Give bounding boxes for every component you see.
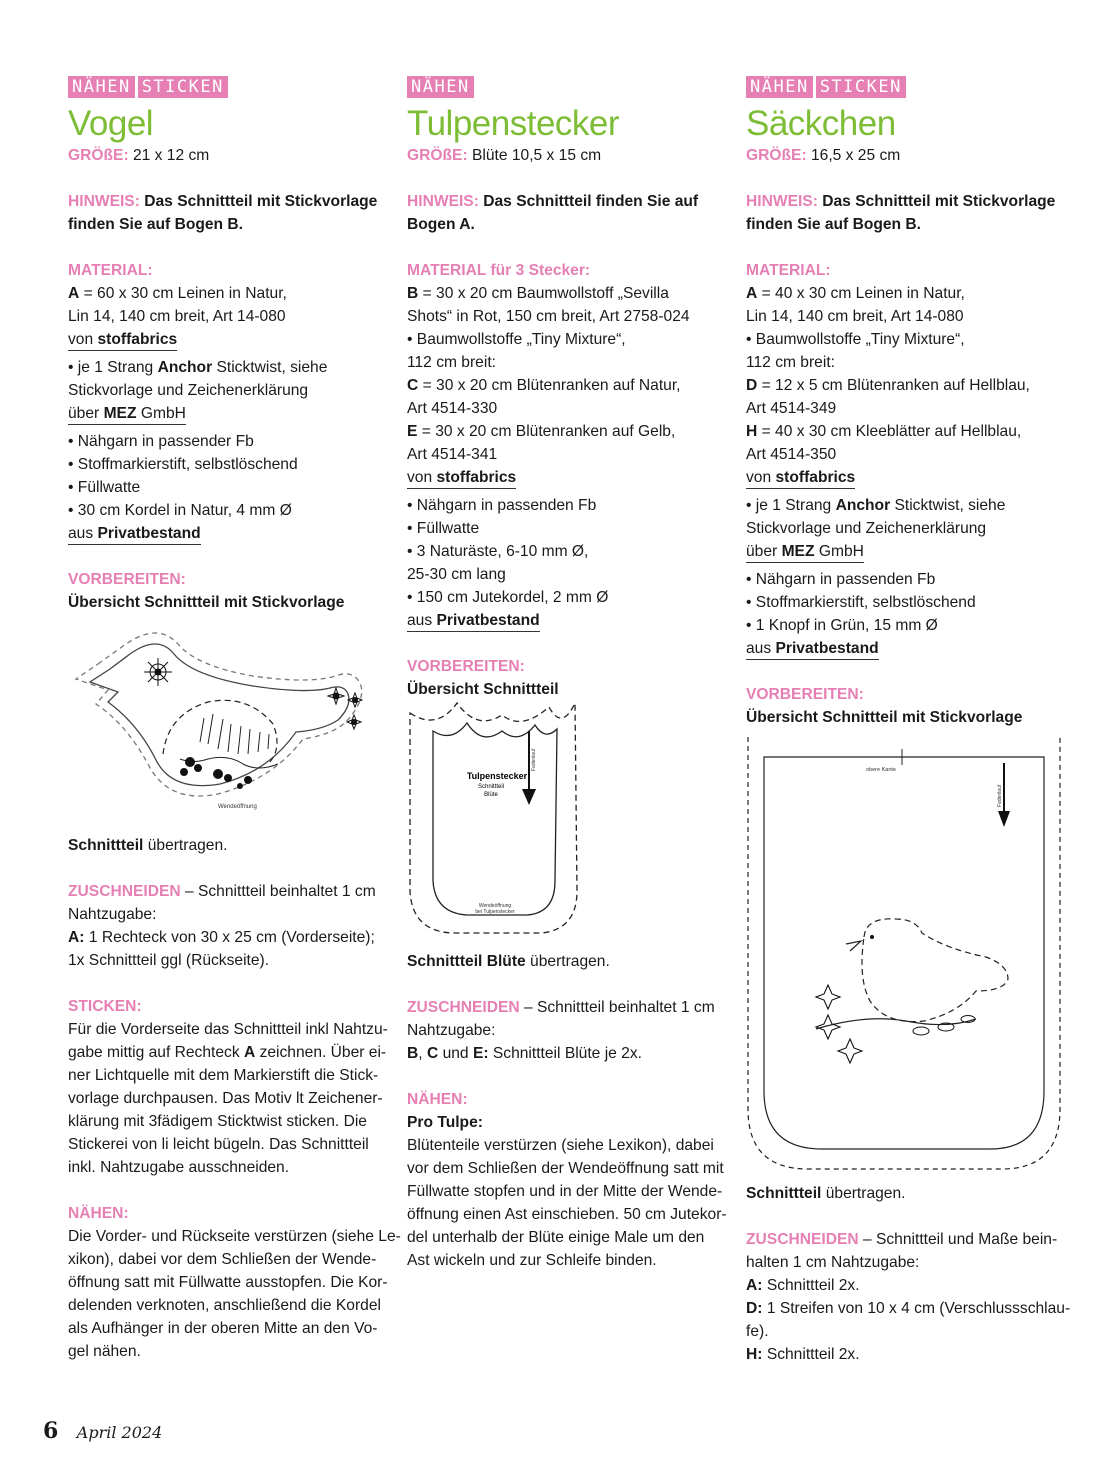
material-item: • Baumwollstoffe „Tiny Mixture“, bbox=[746, 331, 965, 348]
cut-heading-line: ZUSCHNEIDEN – Schnittteil beinhaltet 1 cm bbox=[68, 883, 376, 900]
stick-text: Für die Vorderseite das Schnittteil inkl Nahtzu- bbox=[68, 1021, 388, 1038]
bird-embroidery-motif bbox=[816, 919, 1008, 1029]
flower-icon bbox=[213, 769, 232, 782]
page-number: 6 bbox=[43, 1418, 59, 1444]
tag-sticken: STICKEN bbox=[138, 76, 228, 98]
size-line: GRÖßE: 16,5 x 25 cm bbox=[746, 147, 901, 164]
figure-subtitle: Blüte bbox=[484, 792, 498, 798]
prep-heading: VORBEREITEN: bbox=[746, 686, 864, 703]
source-stoffabrics: von stoffabrics bbox=[746, 467, 855, 489]
material-item: • Nähgarn in passender Fb bbox=[68, 433, 254, 450]
material-item: Lin 14, 140 cm breit, Art 14-080 bbox=[68, 308, 286, 325]
cut-text: Nahtzugabe: bbox=[68, 906, 157, 923]
grain-label: Fadenlauf bbox=[531, 748, 537, 771]
embroidery-motif bbox=[180, 714, 278, 768]
material-item: Art 4514-330 bbox=[407, 400, 498, 417]
stick-text: ner Lichtquelle mit dem Markierstift die Stick- bbox=[68, 1067, 379, 1084]
project-title: Säckchen bbox=[746, 104, 896, 143]
hint-line-2: finden Sie auf Bogen B. bbox=[68, 216, 244, 233]
project-title: Vogel bbox=[68, 104, 154, 143]
material-item: Lin 14, 140 cm breit, Art 14-080 bbox=[746, 308, 964, 325]
figure-title: Tulpenstecker bbox=[466, 771, 528, 781]
cut-text: fe). bbox=[746, 1323, 769, 1340]
material-item: • Füllwatte bbox=[407, 520, 480, 537]
flower-icon bbox=[816, 1015, 840, 1039]
sew-text: delenden verknoten, anschließend die Kordel bbox=[68, 1297, 381, 1314]
sew-heading: NÄHEN: bbox=[407, 1091, 468, 1108]
cut-text: 1x Schnittteil ggl (Rückseite). bbox=[68, 952, 270, 969]
material-item: • Baumwollstoffe „Tiny Mixture“, bbox=[407, 331, 626, 348]
material-item: Stickvorlage und Zeichenerklärung bbox=[68, 382, 309, 399]
column-tulpenstecker bbox=[407, 76, 727, 1272]
leaf-icon bbox=[913, 1016, 975, 1036]
sew-text: als Aufhänger in der oberen Mitte an den Vo- bbox=[68, 1320, 378, 1337]
prep-text: Übersicht Schnittteil bbox=[407, 681, 559, 698]
material-item: • je 1 Strang Anchor Sticktwist, siehe bbox=[746, 497, 1006, 514]
material-item: • 3 Naturäste, 6-10 mm Ø, bbox=[407, 543, 589, 560]
column-saeckchen bbox=[746, 76, 1071, 1366]
cut-heading-line: ZUSCHNEIDEN – Schnittteil beinhaltet 1 cm bbox=[407, 999, 715, 1016]
material-item: D = 12 x 5 cm Blütenranken auf Hellblau, bbox=[746, 377, 1030, 394]
cut-text: Nahtzugabe: bbox=[407, 1022, 496, 1039]
flower-icon bbox=[838, 1039, 862, 1063]
source-privatbestand: aus Privatbestand bbox=[746, 638, 879, 660]
source-privatbestand: aus Privatbestand bbox=[407, 610, 540, 632]
source-privatbestand: aus Privatbestand bbox=[68, 523, 201, 545]
source-mez: über MEZ GmbH bbox=[746, 541, 864, 563]
hint-line: HINWEIS: Das Schnittteil finden Sie auf bbox=[407, 193, 699, 210]
material-item: H = 40 x 30 cm Kleeblätter auf Hellblau, bbox=[746, 423, 1022, 440]
material-item: • 1 Knopf in Grün, 15 mm Ø bbox=[746, 617, 938, 634]
sew-subheading: Pro Tulpe: bbox=[407, 1114, 483, 1131]
figure-subtitle: Schnittteil bbox=[477, 784, 505, 790]
tag-naehen: NÄHEN bbox=[407, 76, 474, 98]
size-line: GRÖßE: Blüte 10,5 x 15 cm bbox=[407, 147, 602, 164]
sew-text: Ast wickeln und zur Schleife binden. bbox=[407, 1252, 657, 1269]
transfer-instruction: Schnittteil übertragen. bbox=[746, 1185, 906, 1202]
transfer-instruction: Schnittteil Blüte übertragen. bbox=[407, 953, 610, 970]
hint-line: HINWEIS: Das Schnittteil mit Stickvorlage bbox=[68, 193, 378, 210]
sew-text: gel nähen. bbox=[68, 1343, 141, 1360]
flower-icon bbox=[347, 715, 361, 729]
flower-icon bbox=[328, 688, 344, 704]
material-item: Art 4514-341 bbox=[407, 446, 498, 463]
figure-label: Wendeöffnung bbox=[218, 804, 257, 810]
material-item: • Füllwatte bbox=[68, 479, 141, 496]
tag-naehen: NÄHEN bbox=[746, 76, 813, 98]
material-heading: MATERIAL: bbox=[68, 262, 153, 279]
material-item: • 150 cm Jutekordel, 2 mm Ø bbox=[407, 589, 609, 606]
issue-date: April 2024 bbox=[76, 1423, 163, 1442]
grain-label: Fadenlauf bbox=[997, 784, 1003, 807]
flower-icon bbox=[144, 658, 172, 686]
material-item: B = 30 x 20 cm Baumwollstoff „Sevilla bbox=[407, 285, 669, 302]
material-item: Art 4514-350 bbox=[746, 446, 837, 463]
prep-heading: VORBEREITEN: bbox=[68, 571, 186, 588]
sew-text: xikon), dabei vor dem Schließen der Wende- bbox=[68, 1251, 377, 1268]
source-mez: über MEZ GmbH bbox=[68, 403, 186, 425]
opening-label: bei Tulpenstecker bbox=[475, 909, 515, 915]
material-item: • je 1 Strang Anchor Sticktwist, siehe bbox=[68, 359, 328, 376]
material-heading: MATERIAL für 3 Stecker: bbox=[407, 262, 591, 279]
material-item: E = 30 x 20 cm Blütenranken auf Gelb, bbox=[407, 423, 676, 440]
cut-text: B, C und E: Schnittteil Blüte je 2x. bbox=[407, 1045, 642, 1062]
prep-text: Übersicht Schnittteil mit Stickvorlage bbox=[746, 709, 1023, 726]
sew-text: Füllwatte stopfen und in der Mitte der Wende- bbox=[407, 1183, 723, 1200]
sew-text: Die Vorder- und Rückseite verstürzen (siehe Le- bbox=[68, 1228, 401, 1245]
top-edge-label: obere Kante bbox=[866, 767, 896, 773]
sew-text: del unterhalb der Blüte einige Male um den bbox=[407, 1229, 705, 1246]
page-footer bbox=[43, 1418, 162, 1444]
material-item: • Stoffmarkierstift, selbstlöschend bbox=[746, 594, 976, 611]
hint-line-2: finden Sie auf Bogen B. bbox=[746, 216, 922, 233]
flower-icon bbox=[348, 693, 362, 707]
source-stoffabrics: von stoffabrics bbox=[407, 467, 516, 489]
stick-text: inkl. Nahtzugabe ausschneiden. bbox=[68, 1159, 290, 1176]
hint-line: HINWEIS: Das Schnittteil mit Stickvorlage bbox=[746, 193, 1056, 210]
bag-pattern-figure bbox=[746, 729, 1064, 1174]
material-item: A = 60 x 30 cm Leinen in Natur, bbox=[68, 285, 287, 302]
cut-text: A: Schnittteil 2x. bbox=[746, 1277, 860, 1294]
project-title: Tulpenstecker bbox=[407, 104, 620, 143]
tulip-pattern-figure bbox=[407, 701, 587, 936]
flower-icon bbox=[816, 985, 840, 1009]
sew-text: vor dem Schließen der Wendeöffnung satt mit bbox=[407, 1160, 724, 1177]
material-item: 112 cm breit: bbox=[407, 354, 496, 371]
sew-text: Blütenteile verstürzen (siehe Lexikon), dabei bbox=[407, 1137, 714, 1154]
stick-heading: STICKEN: bbox=[68, 998, 142, 1015]
tag-naehen: NÄHEN bbox=[68, 76, 135, 98]
source-stoffabrics: von stoffabrics bbox=[68, 329, 177, 351]
cut-text: H: Schnittteil 2x. bbox=[746, 1346, 860, 1363]
hint-line-2: Bogen A. bbox=[407, 216, 475, 233]
cut-text: D: 1 Streifen von 10 x 4 cm (Verschlussschlau- bbox=[746, 1300, 1071, 1317]
stick-text: klärung mit 3fädigem Sticktwist sticken. Die bbox=[68, 1113, 367, 1130]
stick-text: gabe mittig auf Rechteck A zeichnen. Über ei- bbox=[68, 1044, 387, 1061]
size-line: GRÖßE: 21 x 12 cm bbox=[68, 147, 210, 164]
cut-text: A: 1 Rechteck von 30 x 25 cm (Vorderseite); bbox=[68, 929, 375, 946]
material-item: • 30 cm Kordel in Natur, 4 mm Ø bbox=[68, 502, 292, 519]
column-vogel bbox=[68, 76, 401, 1363]
category-tags bbox=[746, 76, 1066, 98]
sew-text: öffnung einen Ast einschieben. 50 cm Jutekor- bbox=[407, 1206, 727, 1223]
sew-text: öffnung satt mit Füllwatte ausstopfen. Die Kor- bbox=[68, 1274, 388, 1291]
category-tags bbox=[68, 76, 388, 98]
cut-text: halten 1 cm Nahtzugabe: bbox=[746, 1254, 920, 1271]
material-item: Shots“ in Rot, 150 cm breit, Art 2758-024 bbox=[407, 308, 690, 325]
material-item: C = 30 x 20 cm Blütenranken auf Natur, bbox=[407, 377, 681, 394]
bird-pattern-figure bbox=[68, 614, 388, 814]
transfer-instruction: Schnittteil übertragen. bbox=[68, 837, 228, 854]
stick-text: vorlage durchpausen. Das Motiv lt Zeichener- bbox=[68, 1090, 383, 1107]
material-item: • Nähgarn in passenden Fb bbox=[407, 497, 597, 514]
material-item: • Stoffmarkierstift, selbstlöschend bbox=[68, 456, 298, 473]
stick-text: Stickerei von li leicht bügeln. Das Schnittteil bbox=[68, 1136, 369, 1153]
material-item: A = 40 x 30 cm Leinen in Natur, bbox=[746, 285, 965, 302]
opening-label: Wendeöffnung bbox=[478, 903, 512, 909]
material-item: • Nähgarn in passenden Fb bbox=[746, 571, 936, 588]
category-tags bbox=[407, 76, 727, 98]
material-heading: MATERIAL: bbox=[746, 262, 831, 279]
material-item: 112 cm breit: bbox=[746, 354, 835, 371]
prep-text: Übersicht Schnittteil mit Stickvorlage bbox=[68, 594, 345, 611]
material-item: Art 4514-349 bbox=[746, 400, 837, 417]
prep-heading: VORBEREITEN: bbox=[407, 658, 525, 675]
tag-sticken: STICKEN bbox=[816, 76, 906, 98]
sew-heading: NÄHEN: bbox=[68, 1205, 129, 1222]
material-item: 25-30 cm lang bbox=[407, 566, 506, 583]
cut-heading-line: ZUSCHNEIDEN – Schnittteil und Maße bein- bbox=[746, 1231, 1058, 1248]
material-item: Stickvorlage und Zeichenerklärung bbox=[746, 520, 987, 537]
